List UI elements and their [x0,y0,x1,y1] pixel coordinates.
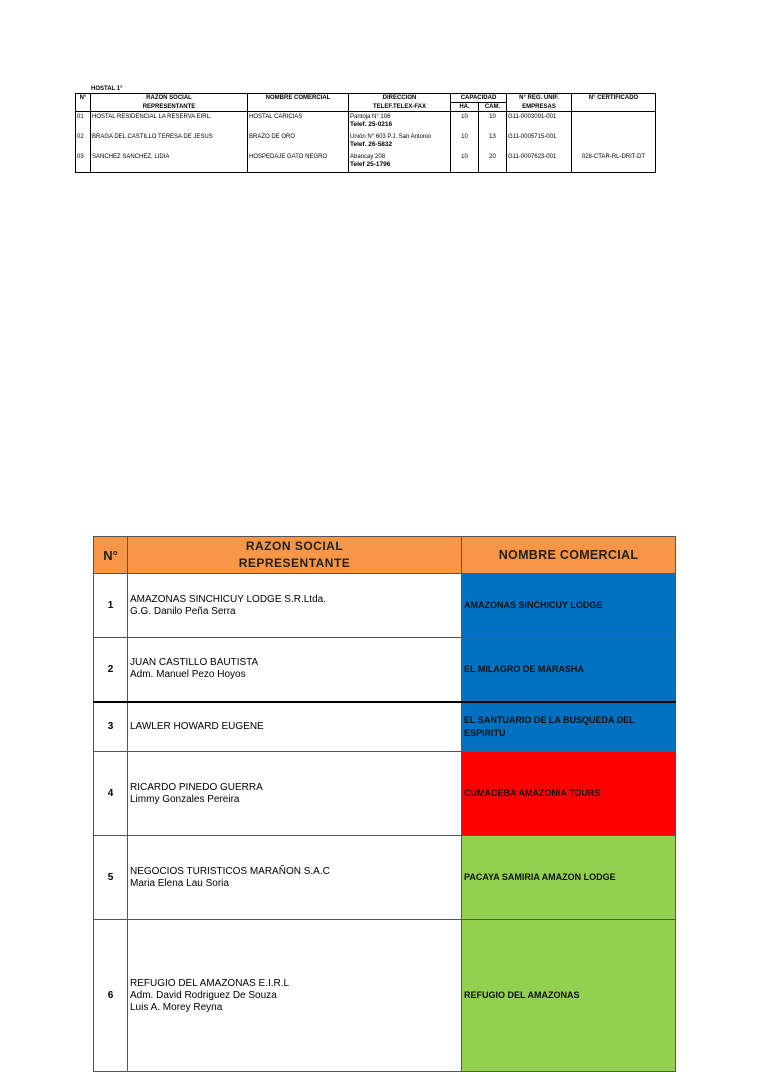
row-certificado [572,132,656,152]
header-direccion: DIRECCION [349,94,451,103]
row-num: 2 [94,638,128,702]
razon-line: NEGOCIOS TURISTICOS MARAÑON S.A.C [130,865,330,877]
telefono-text: Telef 25-1796 [350,161,391,168]
hostal-table [75,93,656,173]
header-nombre-comercial: NOMBRE COMERCIAL [462,537,676,574]
direccion-text: Pantoja N° 106 [350,114,391,120]
row-num: 1 [94,574,128,638]
row-cam: 20 [479,152,507,173]
row-ha: 10 [451,112,479,133]
row-num: 4 [94,752,128,836]
row-nombre: EL SANTUARIO DE LA BUSQUEDA DEL ESPIRITU [462,702,676,752]
hostal-title: HOSTAL 1° [91,86,123,92]
row-certificado: 028-CTAR-RL-DRIT-DT [572,152,656,173]
row-razon [128,752,462,836]
row-direccion [349,152,451,173]
header-razon-line1: RAZON SOCIAL [245,539,344,553]
razon-line: Adm. Manuel Pezo Hoyos [130,669,246,681]
header-razon-line2: REPRESENTANTE [238,556,351,570]
header-ha: HA. [451,103,479,112]
row-registro: G11-0005715-001 [507,132,572,152]
table-row [94,752,676,836]
header-empresas: EMPRESAS [507,103,572,112]
header-num: N° [76,94,91,103]
header-nombre-blank [248,103,349,112]
razon-line: JUAN CASTILLO BAUTISTA [130,657,259,669]
razon-line: Adm. David Rodriguez De Souza [130,989,277,1001]
row-nombre: EL MILAGRO DE MARASHA [462,638,676,702]
table-row [76,112,656,133]
row-direccion [349,132,451,152]
row-certificado [572,112,656,133]
table-row [76,152,656,173]
row-razon: BRAGA DEL CASTILLO TERESA DE JESUS [91,132,248,152]
row-razon: HOSTAL RESIDENCIAL LA RESERVA EIRL. [91,112,248,133]
row-razon [128,920,462,1072]
razon-line: Luis A. Morey Reyna [130,1001,223,1013]
lodges-header-row [94,537,676,574]
row-razon [128,638,462,702]
row-num: 02 [76,132,91,152]
razon-line: Maria Elena Lau Soria [130,877,229,889]
row-nombre: HOSPEDAJE GATO NEGRO [248,152,349,173]
direccion-text: Abancay 208 [350,154,386,160]
hostal-header-row-1 [76,94,656,103]
row-nombre: HOSTAL CARICIAS [248,112,349,133]
header-representante: REPRESENTANTE [91,103,248,112]
header-num: N° [94,537,128,574]
header-num-blank [76,103,91,112]
header-cert-blank [572,103,656,112]
telefono-text: Telef. 25-0216 [350,121,393,128]
table-row [76,132,656,152]
row-ha: 10 [451,152,479,173]
hostal-header-row-2 [76,103,656,112]
row-num: 6 [94,920,128,1072]
razon-line: AMAZONAS SINCHICUY LODGE S.R.Ltda. [130,593,326,605]
table-row [94,920,676,1072]
row-nombre: REFUGIO DEL AMAZONAS [462,920,676,1072]
row-razon [128,702,462,752]
header-razon-social [128,537,462,574]
row-nombre: PACAYA SAMIRIA AMAZON LODGE [462,836,676,920]
row-num: 5 [94,836,128,920]
row-nombre: AMAZONAS SINCHICUY LODGE [462,574,676,638]
razon-line: RICARDO PINEDO GUERRA [130,781,263,793]
header-capacidad: CAPACIDAD [451,94,507,103]
row-razon [128,574,462,638]
razon-line: Limmy Gonzales Pereira [130,793,240,805]
table-row [94,702,676,752]
row-cam: 10 [479,112,507,133]
header-telefono: TELEF.TELEX-FAX [349,103,451,112]
header-certificado: N° CERTIFICADO [572,94,656,103]
header-registro: N° REG. UNIF. [507,94,572,103]
row-num: 01 [76,112,91,133]
razon-line: REFUGIO DEL AMAZONAS E.I.R.L [130,977,290,989]
row-nombre: BRAZO DE ORO [248,132,349,152]
row-razon [128,836,462,920]
lodges-table [93,536,676,1072]
header-razon-social: RAZON SOCIAL [91,94,248,103]
direccion-text: Unión N° 603 P.J. San Antonio [350,134,432,140]
row-num: 3 [94,702,128,752]
razon-line: G.G. Danilo Peña Serra [130,605,236,617]
header-cam: CAM. [479,103,507,112]
telefono-text: Telef. 26-5832 [350,141,393,148]
row-ha: 10 [451,132,479,152]
table-row [94,836,676,920]
razon-line: LAWLER HOWARD EUGENE [130,720,264,732]
row-registro: G11-0003091-001 [507,112,572,133]
row-num: 03 [76,152,91,173]
row-direccion [349,112,451,133]
table-row [94,638,676,702]
row-nombre: CUMACEBA AMAZONIA TOURS [462,752,676,836]
header-nombre-comercial: NOMBRE COMERCIAL [248,94,349,103]
row-registro: G11-0007623-001 [507,152,572,173]
row-cam: 13 [479,132,507,152]
row-razon: SANCHEZ SANCHEZ, LIDIA [91,152,248,173]
table-row [94,574,676,638]
